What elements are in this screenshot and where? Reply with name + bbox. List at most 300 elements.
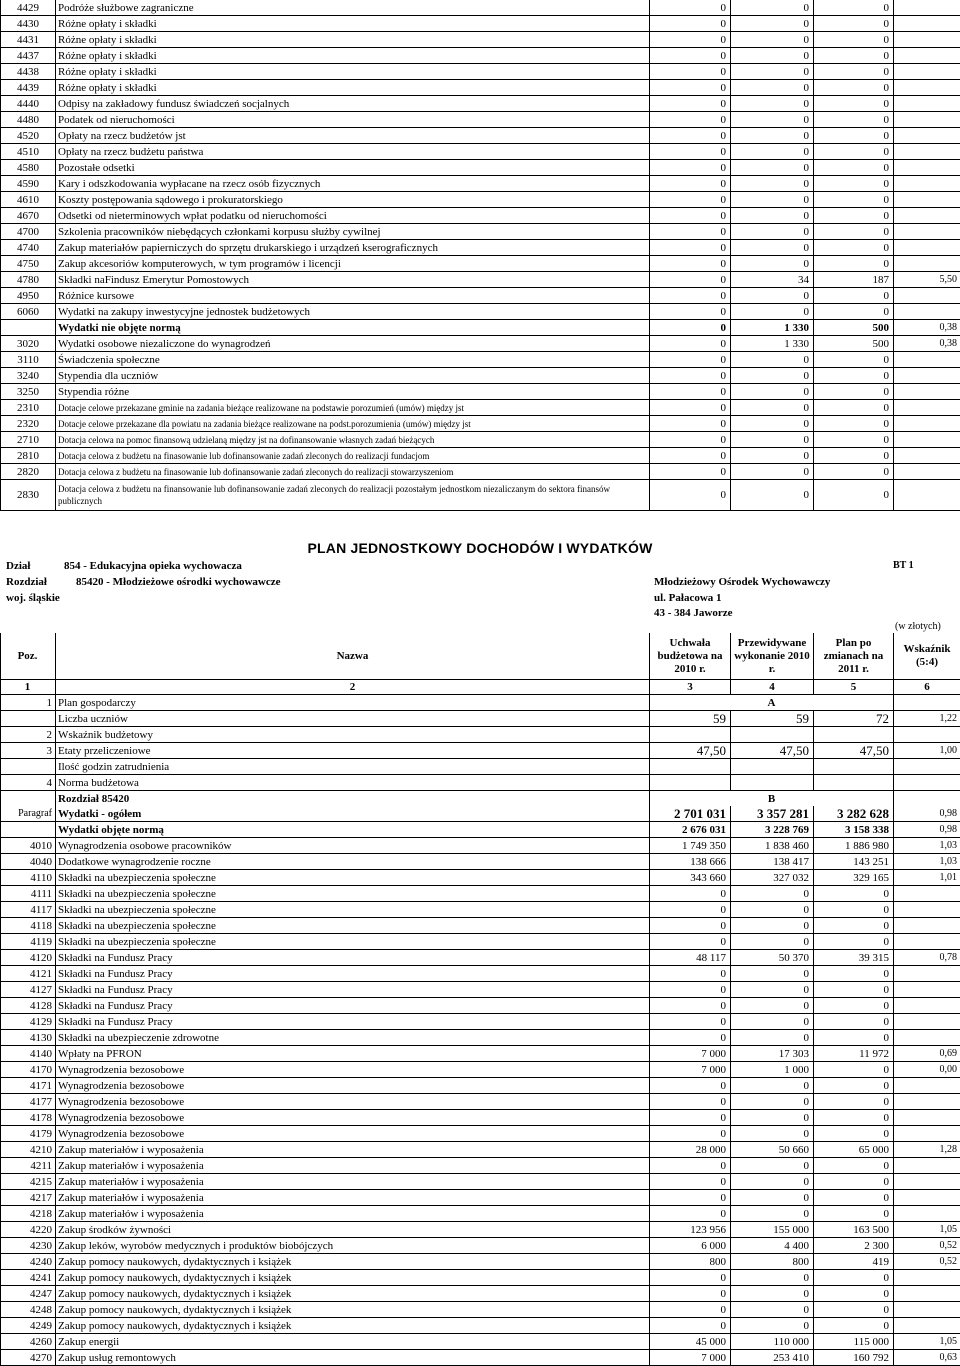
ratio-cell: 1,05 (894, 1334, 960, 1350)
ratio-cell (894, 224, 960, 240)
row-name: Świadczenia społeczne (56, 352, 650, 368)
table-row (1, 1158, 960, 1174)
ratio-cell: 1,03 (894, 838, 960, 854)
value-cell: 0 (731, 256, 814, 272)
row-name: Odsetki od nieterminowych wpłat podatku od nieruchomości (56, 208, 650, 224)
ratio-cell (894, 1110, 960, 1126)
table-row (1, 1110, 960, 1126)
value-cell: 34 (731, 272, 814, 288)
value-cell: 0 (650, 0, 731, 16)
row-code: 2810 (1, 448, 56, 464)
empty-cell (814, 759, 894, 775)
value-cell: 155 000 (731, 1222, 814, 1238)
ratio-cell (894, 112, 960, 128)
ratio-cell (894, 1158, 960, 1174)
row-code: 4950 (1, 288, 56, 304)
col-plan: Plan po zmianach na 2011 r. (814, 633, 894, 680)
value-cell: 50 370 (731, 950, 814, 966)
table-row (1, 304, 960, 320)
ratio-cell: 0,52 (894, 1238, 960, 1254)
value-cell: 500 (814, 320, 894, 336)
value-cell: 0 (650, 48, 731, 64)
value-cell: 0 (814, 480, 894, 511)
ratio-cell: 0,98 (894, 806, 960, 822)
table-row (1, 1126, 960, 1142)
value-cell: 1 749 350 (650, 838, 731, 854)
table-row (1, 838, 960, 854)
row-code: 4520 (1, 128, 56, 144)
value-cell: 0 (650, 224, 731, 240)
value-cell: 0 (814, 1270, 894, 1286)
ratio-cell (894, 1030, 960, 1046)
value-cell: 0 (650, 982, 731, 998)
value-cell: 0 (814, 966, 894, 982)
ratio-cell (894, 160, 960, 176)
ratio-cell (894, 966, 960, 982)
empty-cell (731, 727, 814, 743)
col-num: 6 (894, 680, 960, 695)
value-cell: 2 676 031 (650, 822, 731, 838)
value-cell: 0 (731, 64, 814, 80)
ratio-cell: 0,69 (894, 1046, 960, 1062)
ratio-cell (894, 1078, 960, 1094)
section-mark: B (650, 791, 894, 807)
ratio-cell (894, 998, 960, 1014)
empty-cell (731, 759, 814, 775)
value-cell: 0 (650, 1174, 731, 1190)
value-cell: 0 (731, 1206, 814, 1222)
value-cell: 0 (814, 886, 894, 902)
value-cell: 50 660 (731, 1142, 814, 1158)
table-row (1, 224, 960, 240)
value-cell: 0 (731, 1302, 814, 1318)
ratio-cell (894, 1302, 960, 1318)
value-cell: 0 (731, 176, 814, 192)
value-cell: 0 (731, 1190, 814, 1206)
value-cell: 0 (731, 240, 814, 256)
row-code: 4248 (1, 1302, 56, 1318)
value-cell: 0 (650, 1190, 731, 1206)
value-cell: 0 (814, 1286, 894, 1302)
value-cell: 0 (814, 288, 894, 304)
ratio-cell (894, 64, 960, 80)
value-cell: 800 (731, 1254, 814, 1270)
row-name: Stypendia różne (56, 384, 650, 400)
col-num: 2 (56, 680, 650, 695)
value-cell: 160 792 (814, 1350, 894, 1366)
table-row (1, 448, 960, 464)
value-cell: 0 (814, 432, 894, 448)
value-cell: 500 (814, 336, 894, 352)
row-name: Zakup materiałów i wyposażenia (56, 1206, 650, 1222)
table-row (1, 80, 960, 96)
row-code: 3020 (1, 336, 56, 352)
value-cell: 0 (814, 144, 894, 160)
value-cell: 187 (814, 272, 894, 288)
value-cell: 0 (731, 918, 814, 934)
ratio-cell: 1,05 (894, 1222, 960, 1238)
value-cell: 0 (650, 176, 731, 192)
empty-cell (894, 791, 960, 807)
value-cell: 0 (650, 416, 731, 432)
value-cell: 0 (650, 1286, 731, 1302)
row-name: Zakup materiałów i wyposażenia (56, 1174, 650, 1190)
row-code: 4040 (1, 854, 56, 870)
row-name: Dotacje celowe przekazane gminie na zadania bieżące realizowane na podstawie porozumień (umów) między jst (56, 400, 650, 416)
value-cell: 0 (814, 128, 894, 144)
table-row (1, 1222, 960, 1238)
value-cell: 0 (731, 304, 814, 320)
value-cell: 0 (731, 480, 814, 511)
table-row (1, 950, 960, 966)
ratio-cell: 1,03 (894, 854, 960, 870)
row-code: 3240 (1, 368, 56, 384)
row-code: 4247 (1, 1286, 56, 1302)
value-cell: 0 (814, 982, 894, 998)
value-cell: 0 (731, 464, 814, 480)
value-cell: 0 (814, 256, 894, 272)
value-cell: 0 (650, 240, 731, 256)
value-cell: 0 (814, 304, 894, 320)
value-cell: 0 (650, 80, 731, 96)
row-code: 4260 (1, 1334, 56, 1350)
value-cell: 0 (731, 48, 814, 64)
row-name: Norma budżetowa (56, 775, 650, 791)
row-name: Składki na ubezpieczenia społeczne (56, 918, 650, 934)
table-row (1, 1062, 960, 1078)
row-code: 4480 (1, 112, 56, 128)
value-cell: 0 (814, 1094, 894, 1110)
value-cell: 0 (731, 400, 814, 416)
row-code: 4510 (1, 144, 56, 160)
row-code: 4217 (1, 1190, 56, 1206)
row-code: 4130 (1, 1030, 56, 1046)
value-cell: 3 357 281 (731, 806, 814, 822)
ratio-cell: 0,52 (894, 1254, 960, 1270)
value-cell: 0 (731, 128, 814, 144)
value-cell: 0 (650, 112, 731, 128)
value-cell: 0 (650, 448, 731, 464)
total-row (1, 806, 960, 822)
row-code: 4120 (1, 950, 56, 966)
value-cell: 47,50 (650, 743, 731, 759)
value-cell: 0 (650, 160, 731, 176)
value-cell: 0 (814, 400, 894, 416)
row-code: 4270 (1, 1350, 56, 1366)
ratio-cell: 0,00 (894, 1062, 960, 1078)
row-code: 4249 (1, 1318, 56, 1334)
value-cell: 4 400 (731, 1238, 814, 1254)
value-cell: 0 (731, 80, 814, 96)
ratio-cell: 0,38 (894, 320, 960, 336)
rozdzial-value: 85420 - Młodzieżowe ośrodki wychowawcze (76, 576, 280, 588)
row-name: Wynagrodzenia bezosobowe (56, 1110, 650, 1126)
value-cell: 0 (814, 1030, 894, 1046)
ratio-cell (894, 176, 960, 192)
row-code: 4780 (1, 272, 56, 288)
empty-cell (731, 775, 814, 791)
row-code: 2310 (1, 400, 56, 416)
row-name: Dotacja celowa z budżetu na finasowanie lub dofinansowanie zadań zleconych do realizacji stowarzyszeniom (56, 464, 650, 480)
value-cell: 0 (650, 288, 731, 304)
table-row (1, 16, 960, 32)
table-row (1, 918, 960, 934)
ratio-cell (894, 918, 960, 934)
row-code: 3250 (1, 384, 56, 400)
row-code: 4590 (1, 176, 56, 192)
row-name: Podróże służbowe zagraniczne (56, 0, 650, 16)
value-cell: 0 (814, 1126, 894, 1142)
ratio-cell: 0,63 (894, 1350, 960, 1366)
value-cell: 0 (814, 416, 894, 432)
row-code: 2820 (1, 464, 56, 480)
table-row (1, 416, 960, 432)
table-row (1, 870, 960, 886)
table-row (1, 240, 960, 256)
ratio-cell (894, 368, 960, 384)
ratio-cell (894, 192, 960, 208)
value-cell: 0 (814, 448, 894, 464)
value-cell: 0 (650, 1206, 731, 1222)
row-code: 4220 (1, 1222, 56, 1238)
value-cell: 3 282 628 (814, 806, 894, 822)
ratio-cell (894, 288, 960, 304)
row-code: 6060 (1, 304, 56, 320)
row-code: 4210 (1, 1142, 56, 1158)
ratio-cell (894, 32, 960, 48)
row-code: 4178 (1, 1110, 56, 1126)
row-code: 4700 (1, 224, 56, 240)
table-row (1, 886, 960, 902)
value-cell: 0 (814, 1206, 894, 1222)
value-cell: 0 (814, 384, 894, 400)
table-row (1, 352, 960, 368)
row-name: Zakup usług remontowych (56, 1350, 650, 1366)
value-cell: 0 (650, 400, 731, 416)
table-row (1, 1286, 960, 1302)
empty-cell (814, 727, 894, 743)
value-cell: 0 (731, 0, 814, 16)
value-cell: 0 (731, 1158, 814, 1174)
ratio-cell (894, 16, 960, 32)
row-name: Kary i odszkodowania wypłacane na rzecz osób fizycznych (56, 176, 650, 192)
table-row (1, 1350, 960, 1366)
value-cell: 0 (650, 384, 731, 400)
dzial-value: 854 - Edukacyjna opieka wychowacza (64, 560, 242, 572)
value-cell: 0 (731, 982, 814, 998)
row-name: Wydatki objęte normą (56, 822, 650, 838)
value-cell: 0 (731, 1270, 814, 1286)
value-cell: 59 (650, 711, 731, 727)
row-name: Zakup akcesoriów komputerowych, w tym programów i licencji (56, 256, 650, 272)
row-name: Liczba uczniów (56, 711, 650, 727)
value-cell: 0 (814, 464, 894, 480)
row-code: 4110 (1, 870, 56, 886)
value-cell: 0 (731, 966, 814, 982)
value-cell: 0 (731, 16, 814, 32)
row-code: 4140 (1, 1046, 56, 1062)
value-cell: 0 (814, 1174, 894, 1190)
row-code: 4240 (1, 1254, 56, 1270)
table-row (1, 998, 960, 1014)
row-code: 4118 (1, 918, 56, 934)
value-cell: 0 (650, 208, 731, 224)
value-cell: 0 (731, 32, 814, 48)
value-cell: 0 (650, 304, 731, 320)
plan-table (0, 633, 960, 1366)
value-cell: 65 000 (814, 1142, 894, 1158)
ratio-cell: 0,78 (894, 950, 960, 966)
ratio-cell: 0,38 (894, 336, 960, 352)
table-row (1, 480, 960, 511)
value-cell: 0 (731, 384, 814, 400)
row-name: Różne opłaty i składki (56, 48, 650, 64)
value-cell: 0 (650, 1270, 731, 1286)
table-row (1, 934, 960, 950)
ratio-cell (894, 1126, 960, 1142)
ratio-cell (894, 208, 960, 224)
ratio-cell: 1,01 (894, 870, 960, 886)
value-cell: 0 (650, 1030, 731, 1046)
value-cell: 0 (731, 208, 814, 224)
value-cell: 0 (731, 1286, 814, 1302)
row-name: Wynagrodzenia bezosobowe (56, 1078, 650, 1094)
ratio-cell (894, 400, 960, 416)
row-name: Wynagrodzenia bezosobowe (56, 1126, 650, 1142)
col-num: 4 (731, 680, 814, 695)
empty-cell (814, 775, 894, 791)
value-cell: 0 (650, 480, 731, 511)
table-row (1, 1030, 960, 1046)
row-code: 4128 (1, 998, 56, 1014)
table-row (1, 384, 960, 400)
row-name: Składki na ubezpieczenia społeczne (56, 870, 650, 886)
value-cell: 0 (650, 368, 731, 384)
row-name: Składki naFindusz Emerytur Pomostowych (56, 272, 650, 288)
row-code: 4127 (1, 982, 56, 998)
value-cell: 0 (650, 1158, 731, 1174)
value-cell: 0 (731, 96, 814, 112)
value-cell: 0 (814, 1110, 894, 1126)
empty-cell (1, 711, 56, 727)
page-title: PLAN JEDNOSTKOWY DOCHODÓW I WYDATKÓW (0, 540, 960, 556)
value-cell: 1 838 460 (731, 838, 814, 854)
value-cell: 0 (731, 1078, 814, 1094)
plan-row (1, 775, 960, 791)
row-name: Różne opłaty i składki (56, 32, 650, 48)
empty-cell (1, 822, 56, 838)
table-row (1, 1334, 960, 1350)
row-code: 4121 (1, 966, 56, 982)
ratio-cell (894, 464, 960, 480)
value-cell: 45 000 (650, 1334, 731, 1350)
table-row (1, 1094, 960, 1110)
row-name: Stypendia dla uczniów (56, 368, 650, 384)
value-cell: 11 972 (814, 1046, 894, 1062)
value-cell: 0 (650, 1094, 731, 1110)
row-name: Zakup pomocy naukowych, dydaktycznych i książek (56, 1302, 650, 1318)
value-cell: 0 (814, 176, 894, 192)
row-code: 2710 (1, 432, 56, 448)
ratio-cell (894, 144, 960, 160)
table-row (1, 368, 960, 384)
table-row (1, 96, 960, 112)
row-code: 4670 (1, 208, 56, 224)
table-row (1, 1206, 960, 1222)
value-cell: 0 (650, 902, 731, 918)
row-code: 4177 (1, 1094, 56, 1110)
col-uchwala: Uchwała budżetowa na 2010 r. (650, 633, 731, 680)
value-cell: 0 (731, 1014, 814, 1030)
value-cell: 0 (814, 112, 894, 128)
row-name: Składki na Fundusz Pracy (56, 966, 650, 982)
empty-cell (650, 759, 731, 775)
value-cell: 39 315 (814, 950, 894, 966)
value-cell: 47,50 (814, 743, 894, 759)
value-cell: 7 000 (650, 1062, 731, 1078)
value-cell: 0 (814, 918, 894, 934)
value-cell: 0 (731, 352, 814, 368)
row-name: Zakup środków żywności (56, 1222, 650, 1238)
row-number: 3 (1, 743, 56, 759)
row-code: 4171 (1, 1078, 56, 1094)
ratio-cell (894, 1014, 960, 1030)
row-code: 4215 (1, 1174, 56, 1190)
value-cell: 0 (650, 886, 731, 902)
value-cell: 0 (731, 448, 814, 464)
value-cell: 0 (814, 192, 894, 208)
table-row (1, 1174, 960, 1190)
plan-row (1, 695, 960, 711)
value-cell: 0 (650, 966, 731, 982)
value-cell: 327 032 (731, 870, 814, 886)
row-name: Ilość godzin zatrudnienia (56, 759, 650, 775)
row-code: 4431 (1, 32, 56, 48)
col-num: 3 (650, 680, 731, 695)
empty-cell (894, 775, 960, 791)
row-code: 4580 (1, 160, 56, 176)
value-cell: 419 (814, 1254, 894, 1270)
ratio-cell (894, 96, 960, 112)
table-row (1, 32, 960, 48)
ratio-cell (894, 1318, 960, 1334)
table-row (1, 400, 960, 416)
row-code: 4211 (1, 1158, 56, 1174)
value-cell: 0 (814, 32, 894, 48)
table-row (1, 64, 960, 80)
value-cell: 0 (731, 998, 814, 1014)
table-row (1, 1190, 960, 1206)
ratio-cell (894, 128, 960, 144)
value-cell: 48 117 (650, 950, 731, 966)
row-name: Różnice kursowe (56, 288, 650, 304)
value-cell: 0 (650, 32, 731, 48)
value-cell: 0 (650, 64, 731, 80)
row-name: Zakup energii (56, 1334, 650, 1350)
top-expense-table (0, 0, 960, 511)
table-row (1, 128, 960, 144)
value-cell: 0 (650, 144, 731, 160)
row-code: 4740 (1, 240, 56, 256)
ratio-cell (894, 934, 960, 950)
col-przewidywane: Przewidywane wykonanie 2010 r. (731, 633, 814, 680)
value-cell: 0 (650, 464, 731, 480)
row-name: Zakup leków, wyrobów medycznych i produktów biobójczych (56, 1238, 650, 1254)
row-code: 4750 (1, 256, 56, 272)
row-name: Zakup materiałów papierniczych do sprzętu drukarskiego i urządzeń kserograficznych (56, 240, 650, 256)
value-cell: 3 228 769 (731, 822, 814, 838)
table-row (1, 48, 960, 64)
